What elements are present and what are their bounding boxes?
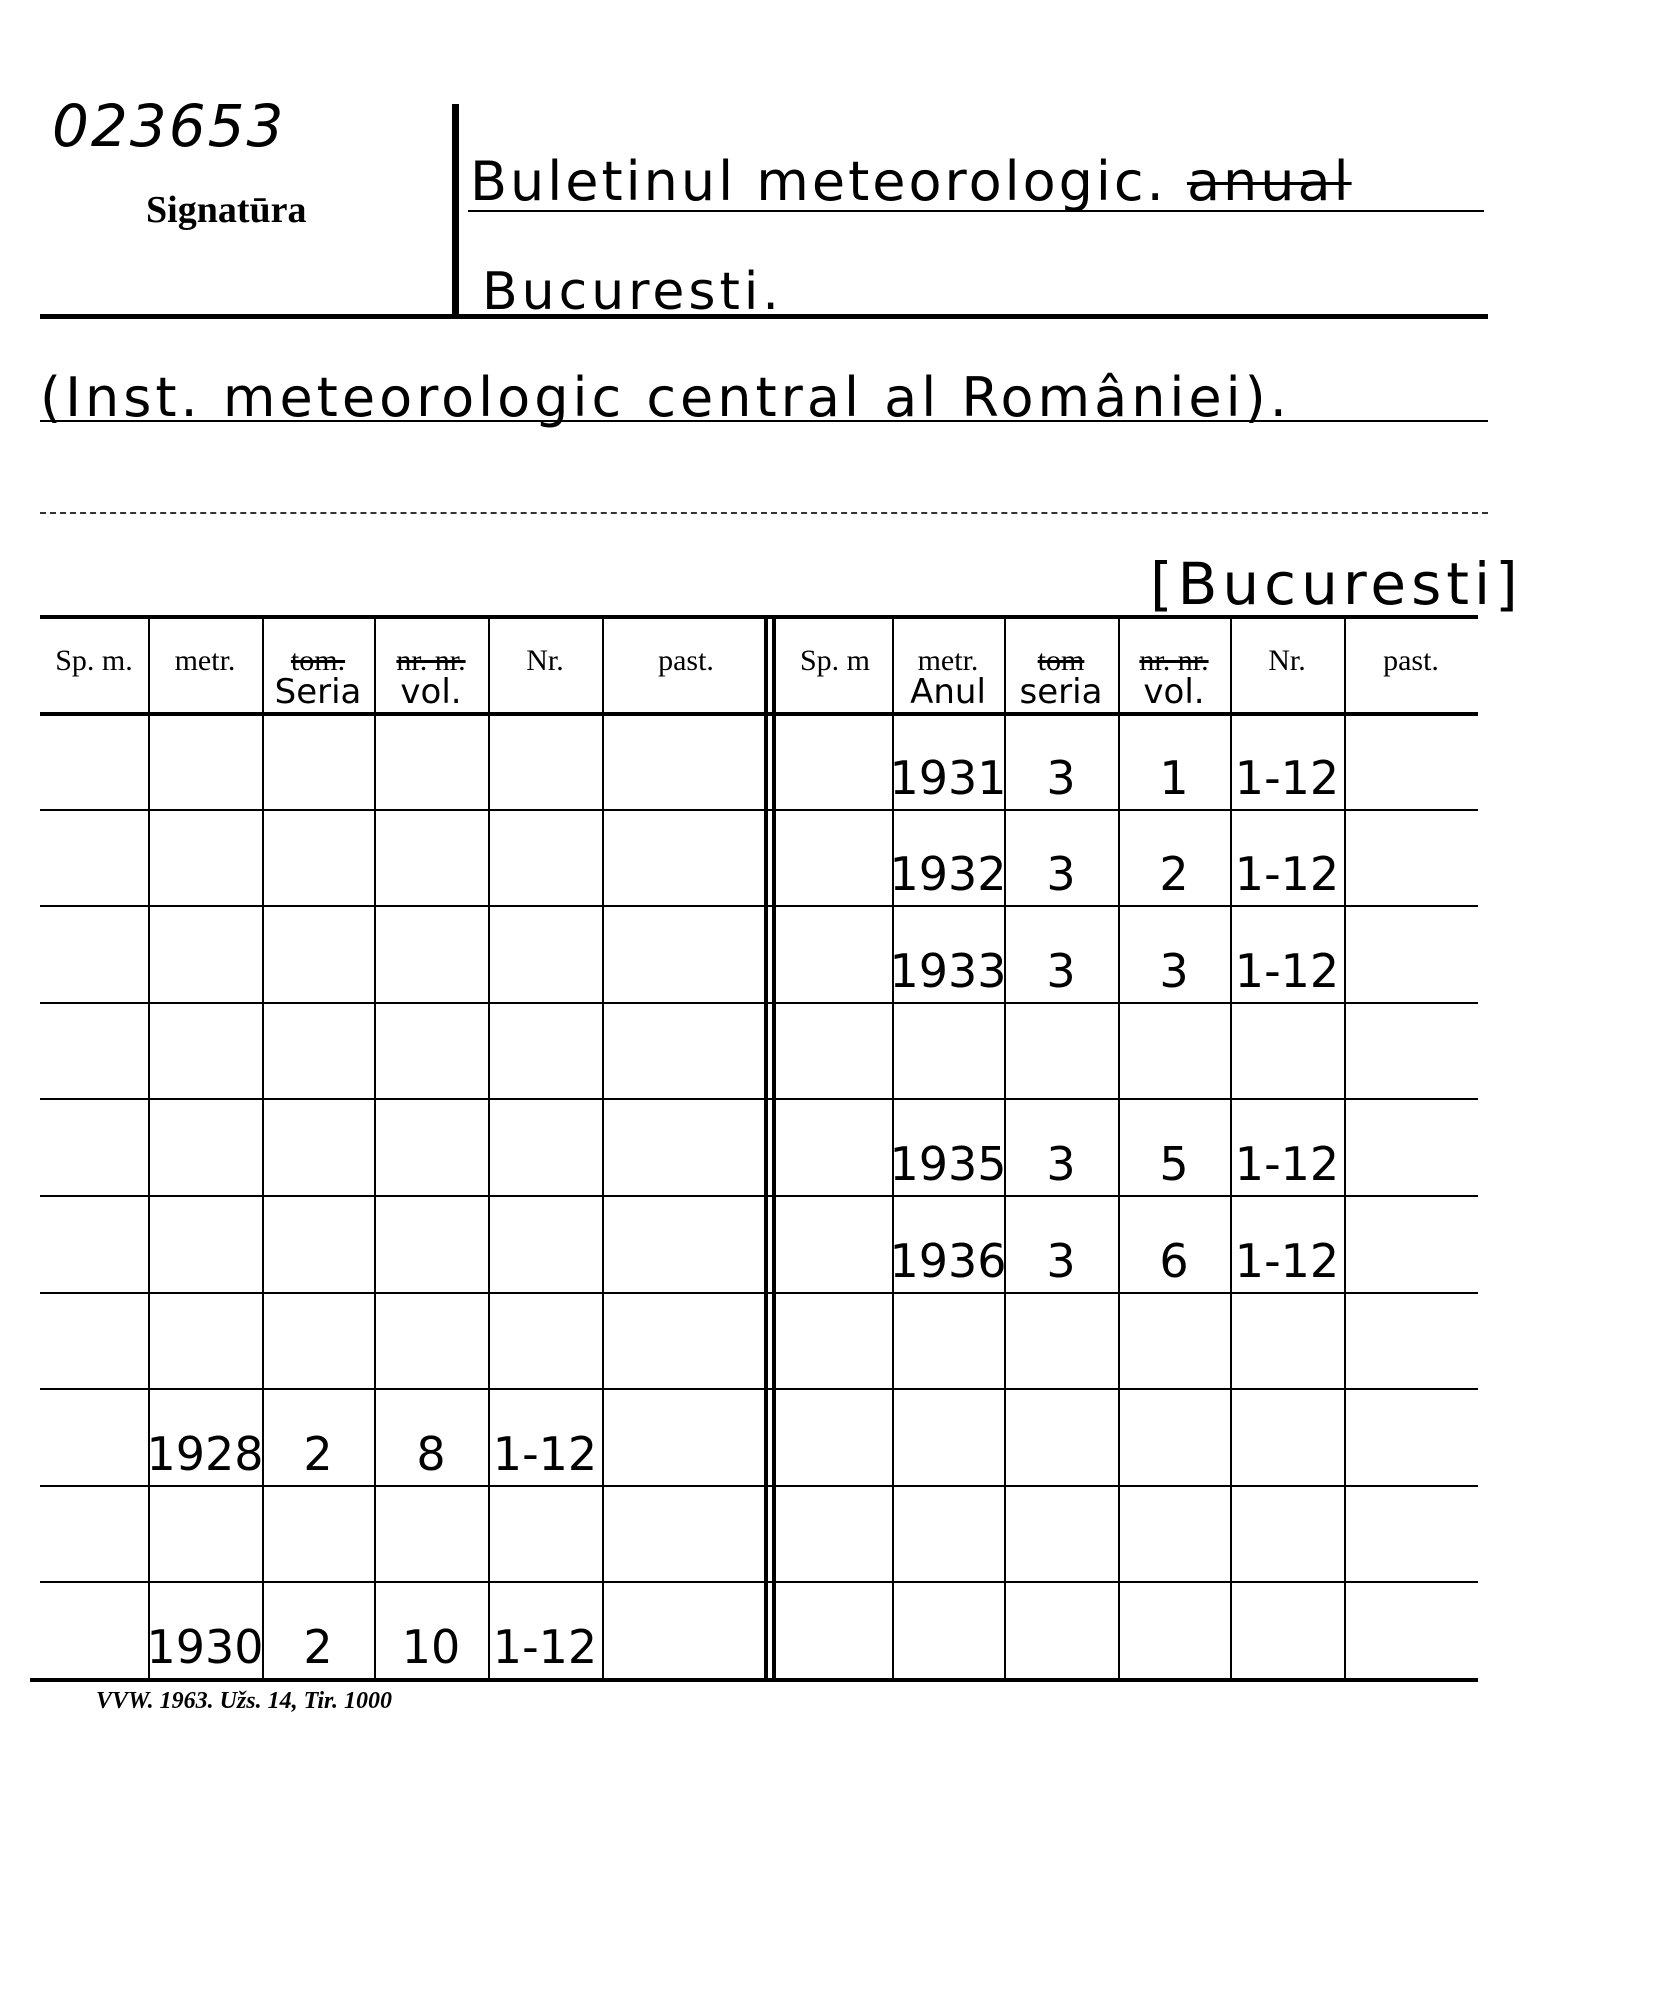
table-cell-vol: 2 bbox=[1159, 847, 1189, 902]
table-column-line bbox=[1344, 615, 1346, 1678]
table-top-border bbox=[40, 615, 1478, 619]
table-cell-year: 1928 bbox=[146, 1426, 264, 1481]
column-header-right-1: metr. bbox=[917, 644, 979, 677]
signature-number: 023653 bbox=[52, 92, 286, 160]
signature-label: Signatūra bbox=[146, 189, 307, 231]
column-header-left-5: past. bbox=[658, 644, 714, 677]
table-column-line bbox=[262, 615, 264, 1678]
table-cell-year: 1931 bbox=[889, 750, 1007, 805]
institution: (Inst. meteorologic central al României). bbox=[40, 366, 1291, 429]
table-bottom-border bbox=[30, 1678, 1478, 1682]
table-cell-vol: 8 bbox=[416, 1426, 446, 1481]
table-cell-serie: 3 bbox=[1046, 1233, 1076, 1288]
column-header-left-2: tom. bbox=[290, 644, 346, 677]
title-struck-word: anual bbox=[1186, 150, 1352, 213]
column-header-left-4: Nr. bbox=[526, 644, 564, 677]
table-cell-serie: 3 bbox=[1046, 750, 1076, 805]
table-row-line bbox=[40, 905, 1478, 907]
table-cell-serie: 2 bbox=[303, 1619, 333, 1674]
table-column-line bbox=[374, 615, 376, 1678]
column-header-left-3: nr. nr. bbox=[396, 644, 466, 677]
table-cell-year: 1932 bbox=[889, 847, 1007, 902]
table-cell-vol: 3 bbox=[1159, 943, 1189, 998]
column-header-right-3-handwritten: vol. bbox=[1143, 672, 1205, 712]
column-header-left-1: metr. bbox=[174, 644, 236, 677]
table-column-line bbox=[488, 615, 490, 1678]
column-header-right-2: tom bbox=[1037, 644, 1085, 677]
table-row-line bbox=[40, 1485, 1478, 1487]
table-cell-serie: 2 bbox=[303, 1426, 333, 1481]
table-row-line bbox=[40, 1098, 1478, 1100]
table-row-line bbox=[40, 1195, 1478, 1197]
table-cell-nr: 1-12 bbox=[1234, 1233, 1340, 1288]
table-cell-year: 1936 bbox=[889, 1233, 1007, 1288]
table-row-line bbox=[40, 1292, 1478, 1294]
column-header-right-2-handwritten: seria bbox=[1019, 672, 1103, 712]
table-cell-year: 1930 bbox=[146, 1619, 264, 1674]
table-row-line bbox=[40, 1581, 1478, 1583]
table-row-line bbox=[40, 1388, 1478, 1390]
column-header-left-3-handwritten: vol. bbox=[400, 672, 462, 712]
table-center-rule bbox=[764, 615, 768, 1678]
table-cell-serie: 3 bbox=[1046, 943, 1076, 998]
column-header-right-1-handwritten: Anul bbox=[910, 672, 986, 712]
column-header-left-0: Sp. m. bbox=[55, 644, 133, 677]
table-cell-year: 1935 bbox=[889, 1136, 1007, 1191]
table-cell-serie: 3 bbox=[1046, 847, 1076, 902]
column-header-right-3: nr. nr. bbox=[1139, 644, 1209, 677]
table-cell-nr: 1-12 bbox=[1234, 847, 1340, 902]
table-cell-vol: 6 bbox=[1159, 1233, 1189, 1288]
title-text: Buletinul meteorologic. bbox=[470, 150, 1167, 213]
table-header-border bbox=[40, 712, 1478, 716]
table-center-rule bbox=[772, 615, 776, 1678]
column-header-left-2-handwritten: Seria bbox=[274, 672, 362, 712]
table-cell-nr: 1-12 bbox=[492, 1426, 598, 1481]
table-row-line bbox=[40, 809, 1478, 811]
table-column-line bbox=[602, 615, 604, 1678]
column-header-right-5: past. bbox=[1383, 644, 1439, 677]
column-header-right-4: Nr. bbox=[1268, 644, 1306, 677]
title-line-2: Bucuresti. bbox=[482, 262, 783, 322]
table-cell-nr: 1-12 bbox=[1234, 943, 1340, 998]
table-cell-nr: 1-12 bbox=[1234, 750, 1340, 805]
place-bracket: [Bucuresti] bbox=[1150, 550, 1523, 618]
footer-print: VVW. 1963. Užs. 14, Tir. 1000 bbox=[96, 1688, 393, 1714]
column-header-right-0: Sp. m bbox=[799, 644, 871, 677]
table-cell-nr: 1-12 bbox=[1234, 1136, 1340, 1191]
table-cell-nr: 1-12 bbox=[492, 1619, 598, 1674]
table-cell-serie: 3 bbox=[1046, 1136, 1076, 1191]
table-cell-year: 1933 bbox=[889, 943, 1007, 998]
table-cell-vol: 5 bbox=[1159, 1136, 1189, 1191]
table-cell-vol: 10 bbox=[401, 1619, 461, 1674]
table-column-line bbox=[148, 615, 150, 1678]
table-row-line bbox=[40, 1002, 1478, 1004]
table-cell-vol: 1 bbox=[1159, 750, 1189, 805]
